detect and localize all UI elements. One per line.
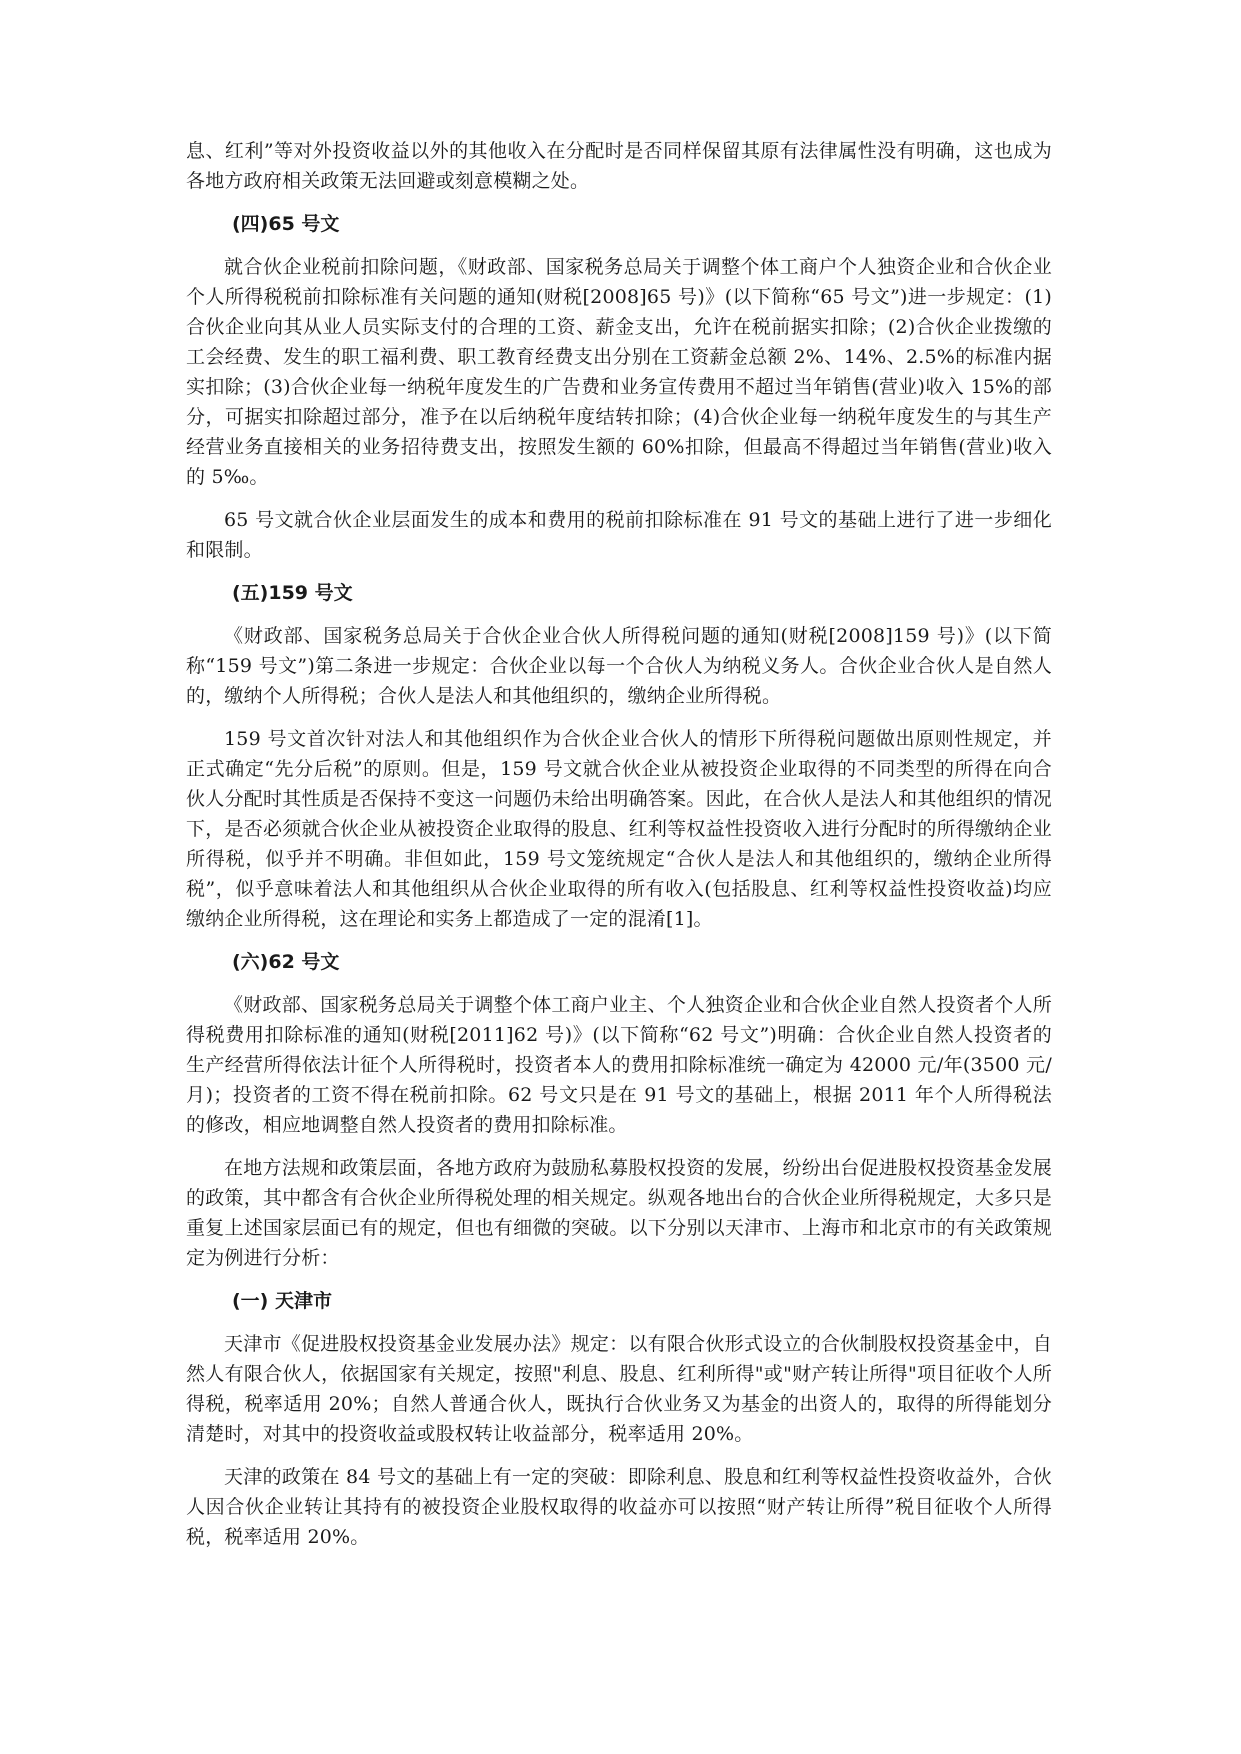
paragraph-local-policy: 在地方法规和政策层面，各地方政府为鼓励私募股权投资的发展，纷纷出台促进股权投资基金发展的政策，其中都含有合伙企业所得税处理的相关规定。纵观各地出台的合伙企业所得税规定，大多只是重复上述国家层面已有的规定，但也有细微的突破。以下分别以天津市、上海市和北京市的有关政策规定为例进行分析：	[186, 1157, 1052, 1269]
section-heading-62: (六)62 号文	[232, 951, 340, 973]
paragraph-65-rules: 就合伙企业税前扣除问题，《财政部、国家税务总局关于调整个体工商户个人独资企业和合伙企业个人所得税税前扣除标准有关问题的通知(财税[2008]65 号)》(以下简称“65 号文”)进一步规定：(1)合伙企业向其从业人员实际支付的合理的工资、薪金支出，允许在税前据实扣除；(2)合伙企业拨缴的工会经费、发生的职工福利费、职工教育经费支出分别在工资薪金总额 2%、14%、2.5%的标准内据实扣除；(3)合伙企业每一纳税年度发生的广告费和业务宣传费用不超过当年销售(营业)收入 15%的部分，可据实扣除超过部分，准予在以后纳税年度结转扣除；(4)合伙企业每一纳税年度发生的与其生产经营业务直接相关的业务招待费支出，按照发生额的 60%扣除，但最高不得超过当年销售(营业)收入的 5‰。	[186, 256, 1052, 488]
paragraph-159-rules: 《财政部、国家税务总局关于合伙企业合伙人所得税问题的通知(财税[2008]159 号)》(以下简称“159 号文”)第二条进一步规定：合伙企业以每一个合伙人为纳税义务人。合伙企业合伙人是自然人的，缴纳个人所得税；合伙人是法人和其他组织的，缴纳企业所得税。	[186, 625, 1052, 707]
section-heading-tianjin: (一) 天津市	[232, 1290, 332, 1312]
section-heading-159: (五)159 号文	[232, 582, 353, 604]
paragraph-continued: 息、红利”等对外投资收益以外的其他收入在分配时是否同样保留其原有法律属性没有明确，这也成为各地方政府相关政策无法回避或刻意模糊之处。	[186, 140, 1052, 192]
paragraph-62-rules: 《财政部、国家税务总局关于调整个体工商户业主、个人独资企业和合伙企业自然人投资者个人所得税费用扣除标准的通知(财税[2011]62 号)》(以下简称“62 号文”)明确：合伙企业自然人投资者的生产经营所得依法计征个人所得税时，投资者本人的费用扣除标准统一确定为 42000 元/年(3500 元/月)；投资者的工资不得在税前扣除。62 号文只是在 91 号文的基础上，根据 2011 年个人所得税法的修改，相应地调整自然人投资者的费用扣除标准。	[186, 994, 1052, 1136]
section-heading-65: (四)65 号文	[232, 213, 340, 235]
document-page	[186, 136, 1052, 1552]
paragraph-tianjin-rules: 天津市《促进股权投资基金业发展办法》规定：以有限合伙形式设立的合伙制股权投资基金中，自然人有限合伙人，依据国家有关规定，按照"利息、股息、红利所得"或"财产转让所得"项目征收个人所得税，税率适用 20%；自然人普通合伙人，既执行合伙业务又为基金的出资人的，取得的所得能划分清楚时，对其中的投资收益或股权转让收益部分，税率适用 20%。	[186, 1333, 1052, 1445]
paragraph-65-summary: 65 号文就合伙企业层面发生的成本和费用的税前扣除标准在 91 号文的基础上进行了进一步细化和限制。	[186, 509, 1052, 561]
paragraph-tianjin-analysis: 天津的政策在 84 号文的基础上有一定的突破：即除利息、股息和红利等权益性投资收益外，合伙人因合伙企业转让其持有的被投资企业股权取得的收益亦可以按照“财产转让所得”税目征收个人所得税，税率适用 20%。	[186, 1466, 1052, 1548]
paragraph-159-analysis: 159 号文首次针对法人和其他组织作为合伙企业合伙人的情形下所得税问题做出原则性规定，并正式确定“先分后税”的原则。但是，159 号文就合伙企业从被投资企业取得的不同类型的所得在向合伙人分配时其性质是否保持不变这一问题仍未给出明确答案。因此，在合伙人是法人和其他组织的情况下，是否必须就合伙企业从被投资企业取得的股息、红利等权益性投资收入进行分配时的所得缴纳企业所得税，似乎并不明确。非但如此，159 号文笼统规定“合伙人是法人和其他组织的，缴纳企业所得税”，似乎意味着法人和其他组织从合伙企业取得的所有收入(包括股息、红利等权益性投资收益)均应缴纳企业所得税，这在理论和实务上都造成了一定的混淆[1]。	[186, 728, 1052, 930]
